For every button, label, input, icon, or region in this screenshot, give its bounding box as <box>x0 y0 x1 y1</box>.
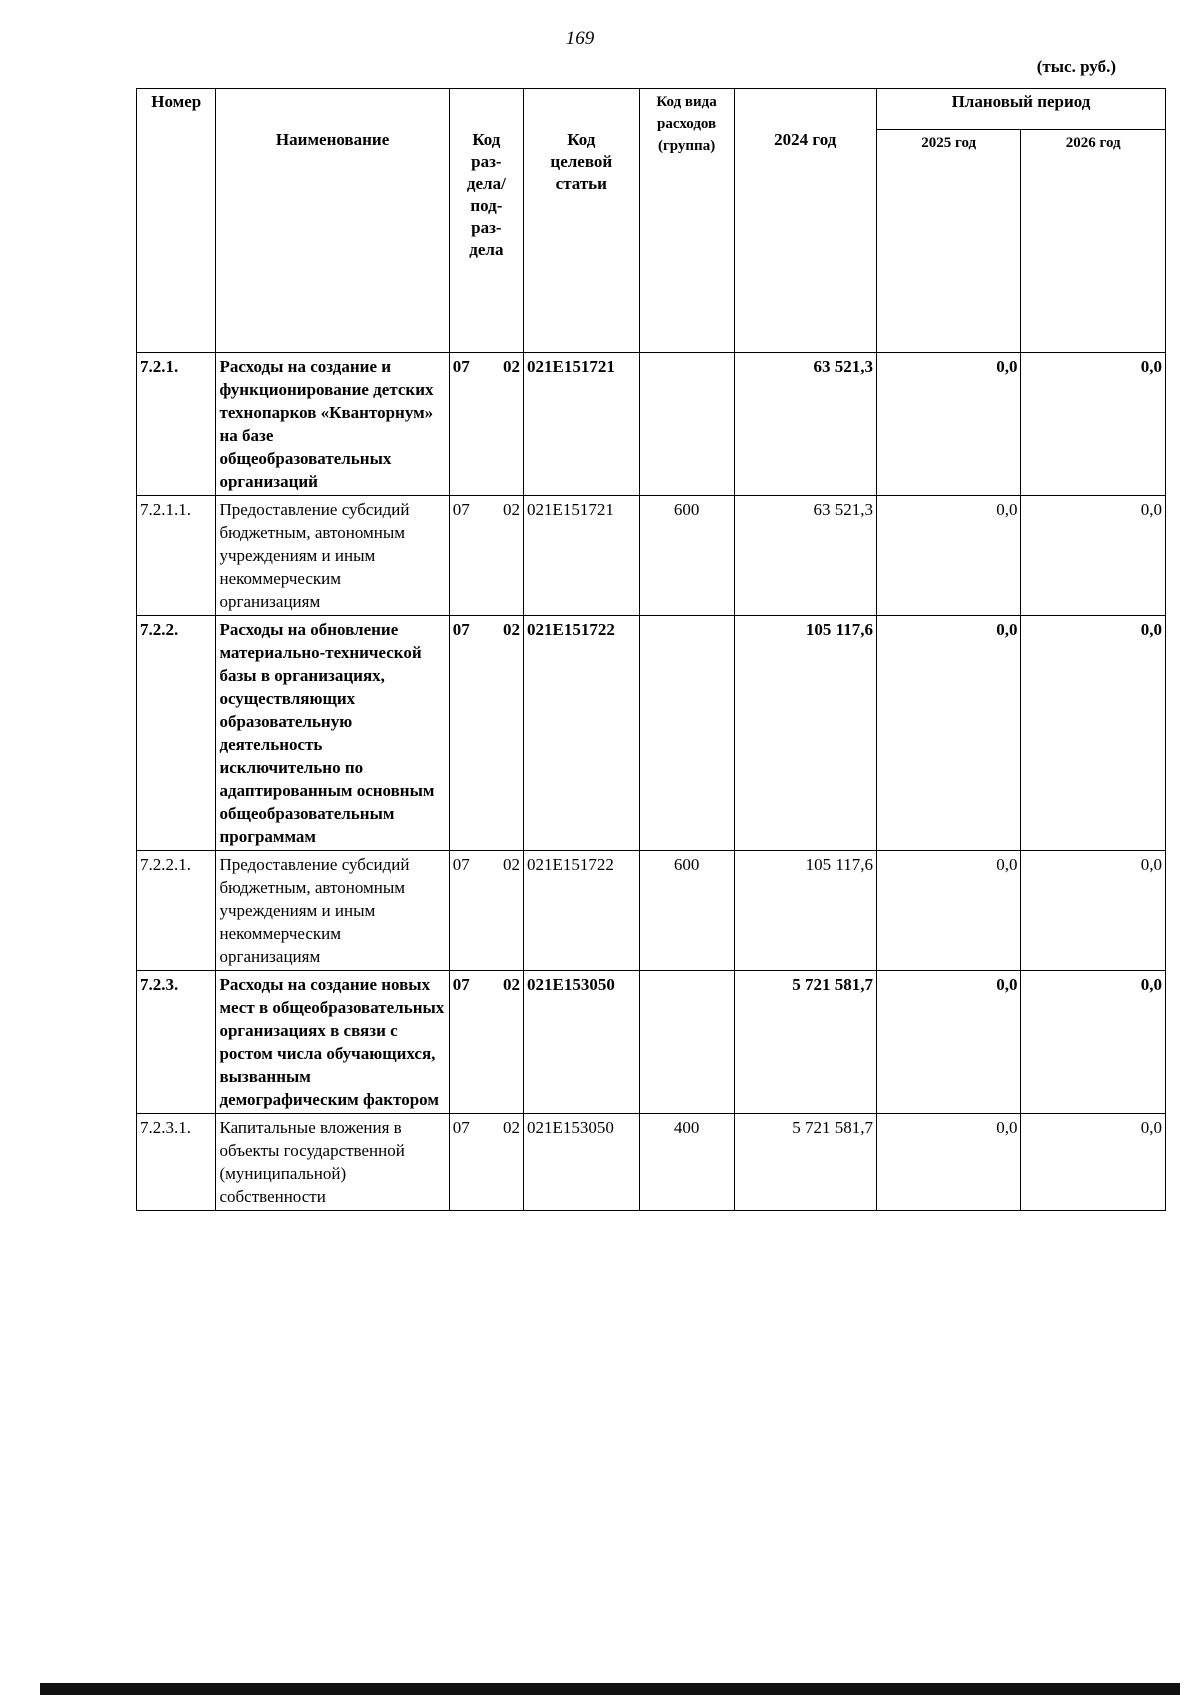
row-value-2024: 63 521,3 <box>734 353 876 496</box>
table-row <box>137 353 1166 496</box>
row-value-2026: 0,0 <box>1021 616 1166 851</box>
row-section-code: 07 02 <box>449 496 523 616</box>
row-value-2024: 5 721 581,7 <box>734 1114 876 1211</box>
row-name: Расходы на создание и функционирование детских технопарков «Кванторнум» на базе общеобразовательных организаций <box>216 353 449 496</box>
units-label: (тыс. руб.) <box>1036 57 1116 76</box>
table-row <box>137 971 1166 1114</box>
scan-edge-bar <box>40 1683 1180 1695</box>
header-number: Номер <box>137 89 216 353</box>
header-target-code: Код целевой статьи <box>524 89 640 353</box>
header-year-2024: 2024 год <box>734 89 876 353</box>
row-value-2025: 0,0 <box>876 616 1020 851</box>
row-value-2025: 0,0 <box>876 353 1020 496</box>
header-year-2026: 2026 год <box>1021 130 1166 353</box>
row-section-code: 07 02 <box>449 971 523 1114</box>
row-value-2025: 0,0 <box>876 496 1020 616</box>
row-section-code: 07 02 <box>449 353 523 496</box>
budget-table <box>136 88 1166 1211</box>
table-row <box>137 616 1166 851</box>
row-name: Расходы на обновление материально-технической базы в организациях, осуществляющих образовательную деятельность исключительно по адаптированным основным общеобразовательным программам <box>216 616 449 851</box>
row-value-2026: 0,0 <box>1021 851 1166 971</box>
header-year-2025: 2025 год <box>876 130 1020 353</box>
page-number: 169 <box>565 28 595 49</box>
row-number: 7.2.3. <box>137 971 216 1114</box>
table-row <box>137 1114 1166 1211</box>
row-value-2025: 0,0 <box>876 971 1020 1114</box>
row-value-2024: 63 521,3 <box>734 496 876 616</box>
row-target-code: 021E153050 <box>524 1114 640 1211</box>
row-value-2024: 5 721 581,7 <box>734 971 876 1114</box>
row-value-2026: 0,0 <box>1021 971 1166 1114</box>
row-value-2024: 105 117,6 <box>734 851 876 971</box>
row-number: 7.2.2.1. <box>137 851 216 971</box>
row-name: Предоставление субсидий бюджетным, автономным учреждениям и иным некоммерческим организациям <box>216 496 449 616</box>
row-value-2025: 0,0 <box>876 1114 1020 1211</box>
row-section-code: 07 02 <box>449 1114 523 1211</box>
row-number: 7.2.2. <box>137 616 216 851</box>
row-expense-type: 400 <box>639 1114 734 1211</box>
table-row <box>137 496 1166 616</box>
row-number: 7.2.1. <box>137 353 216 496</box>
row-name: Предоставление субсидий бюджетным, автономным учреждениям и иным некоммерческим организациям <box>216 851 449 971</box>
header-name: Наименование <box>216 89 449 353</box>
row-number: 7.2.3.1. <box>137 1114 216 1211</box>
row-expense-type: 600 <box>639 496 734 616</box>
row-value-2026: 0,0 <box>1021 353 1166 496</box>
row-target-code: 021E151722 <box>524 851 640 971</box>
row-section-code: 07 02 <box>449 851 523 971</box>
header-section-code: Код раз- дела/ под- раз- дела <box>449 89 523 353</box>
row-expense-type <box>639 616 734 851</box>
row-target-code: 021E151722 <box>524 616 640 851</box>
row-expense-type: 600 <box>639 851 734 971</box>
row-value-2024: 105 117,6 <box>734 616 876 851</box>
row-value-2025: 0,0 <box>876 851 1020 971</box>
header-expense-type-code: Код вида расходов (группа) <box>639 89 734 353</box>
row-value-2026: 0,0 <box>1021 1114 1166 1211</box>
row-expense-type <box>639 353 734 496</box>
row-name: Капитальные вложения в объекты государственной (муниципальной) собственности <box>216 1114 449 1211</box>
row-name: Расходы на создание новых мест в общеобразовательных организациях в связи с ростом числа обучающихся, вызванным демографическим фактором <box>216 971 449 1114</box>
row-target-code: 021E153050 <box>524 971 640 1114</box>
row-section-code: 07 02 <box>449 616 523 851</box>
row-expense-type <box>639 971 734 1114</box>
row-number: 7.2.1.1. <box>137 496 216 616</box>
table-row <box>137 851 1166 971</box>
row-target-code: 021E151721 <box>524 496 640 616</box>
row-value-2026: 0,0 <box>1021 496 1166 616</box>
header-plan-period: Плановый период <box>876 89 1165 130</box>
row-target-code: 021E151721 <box>524 353 640 496</box>
